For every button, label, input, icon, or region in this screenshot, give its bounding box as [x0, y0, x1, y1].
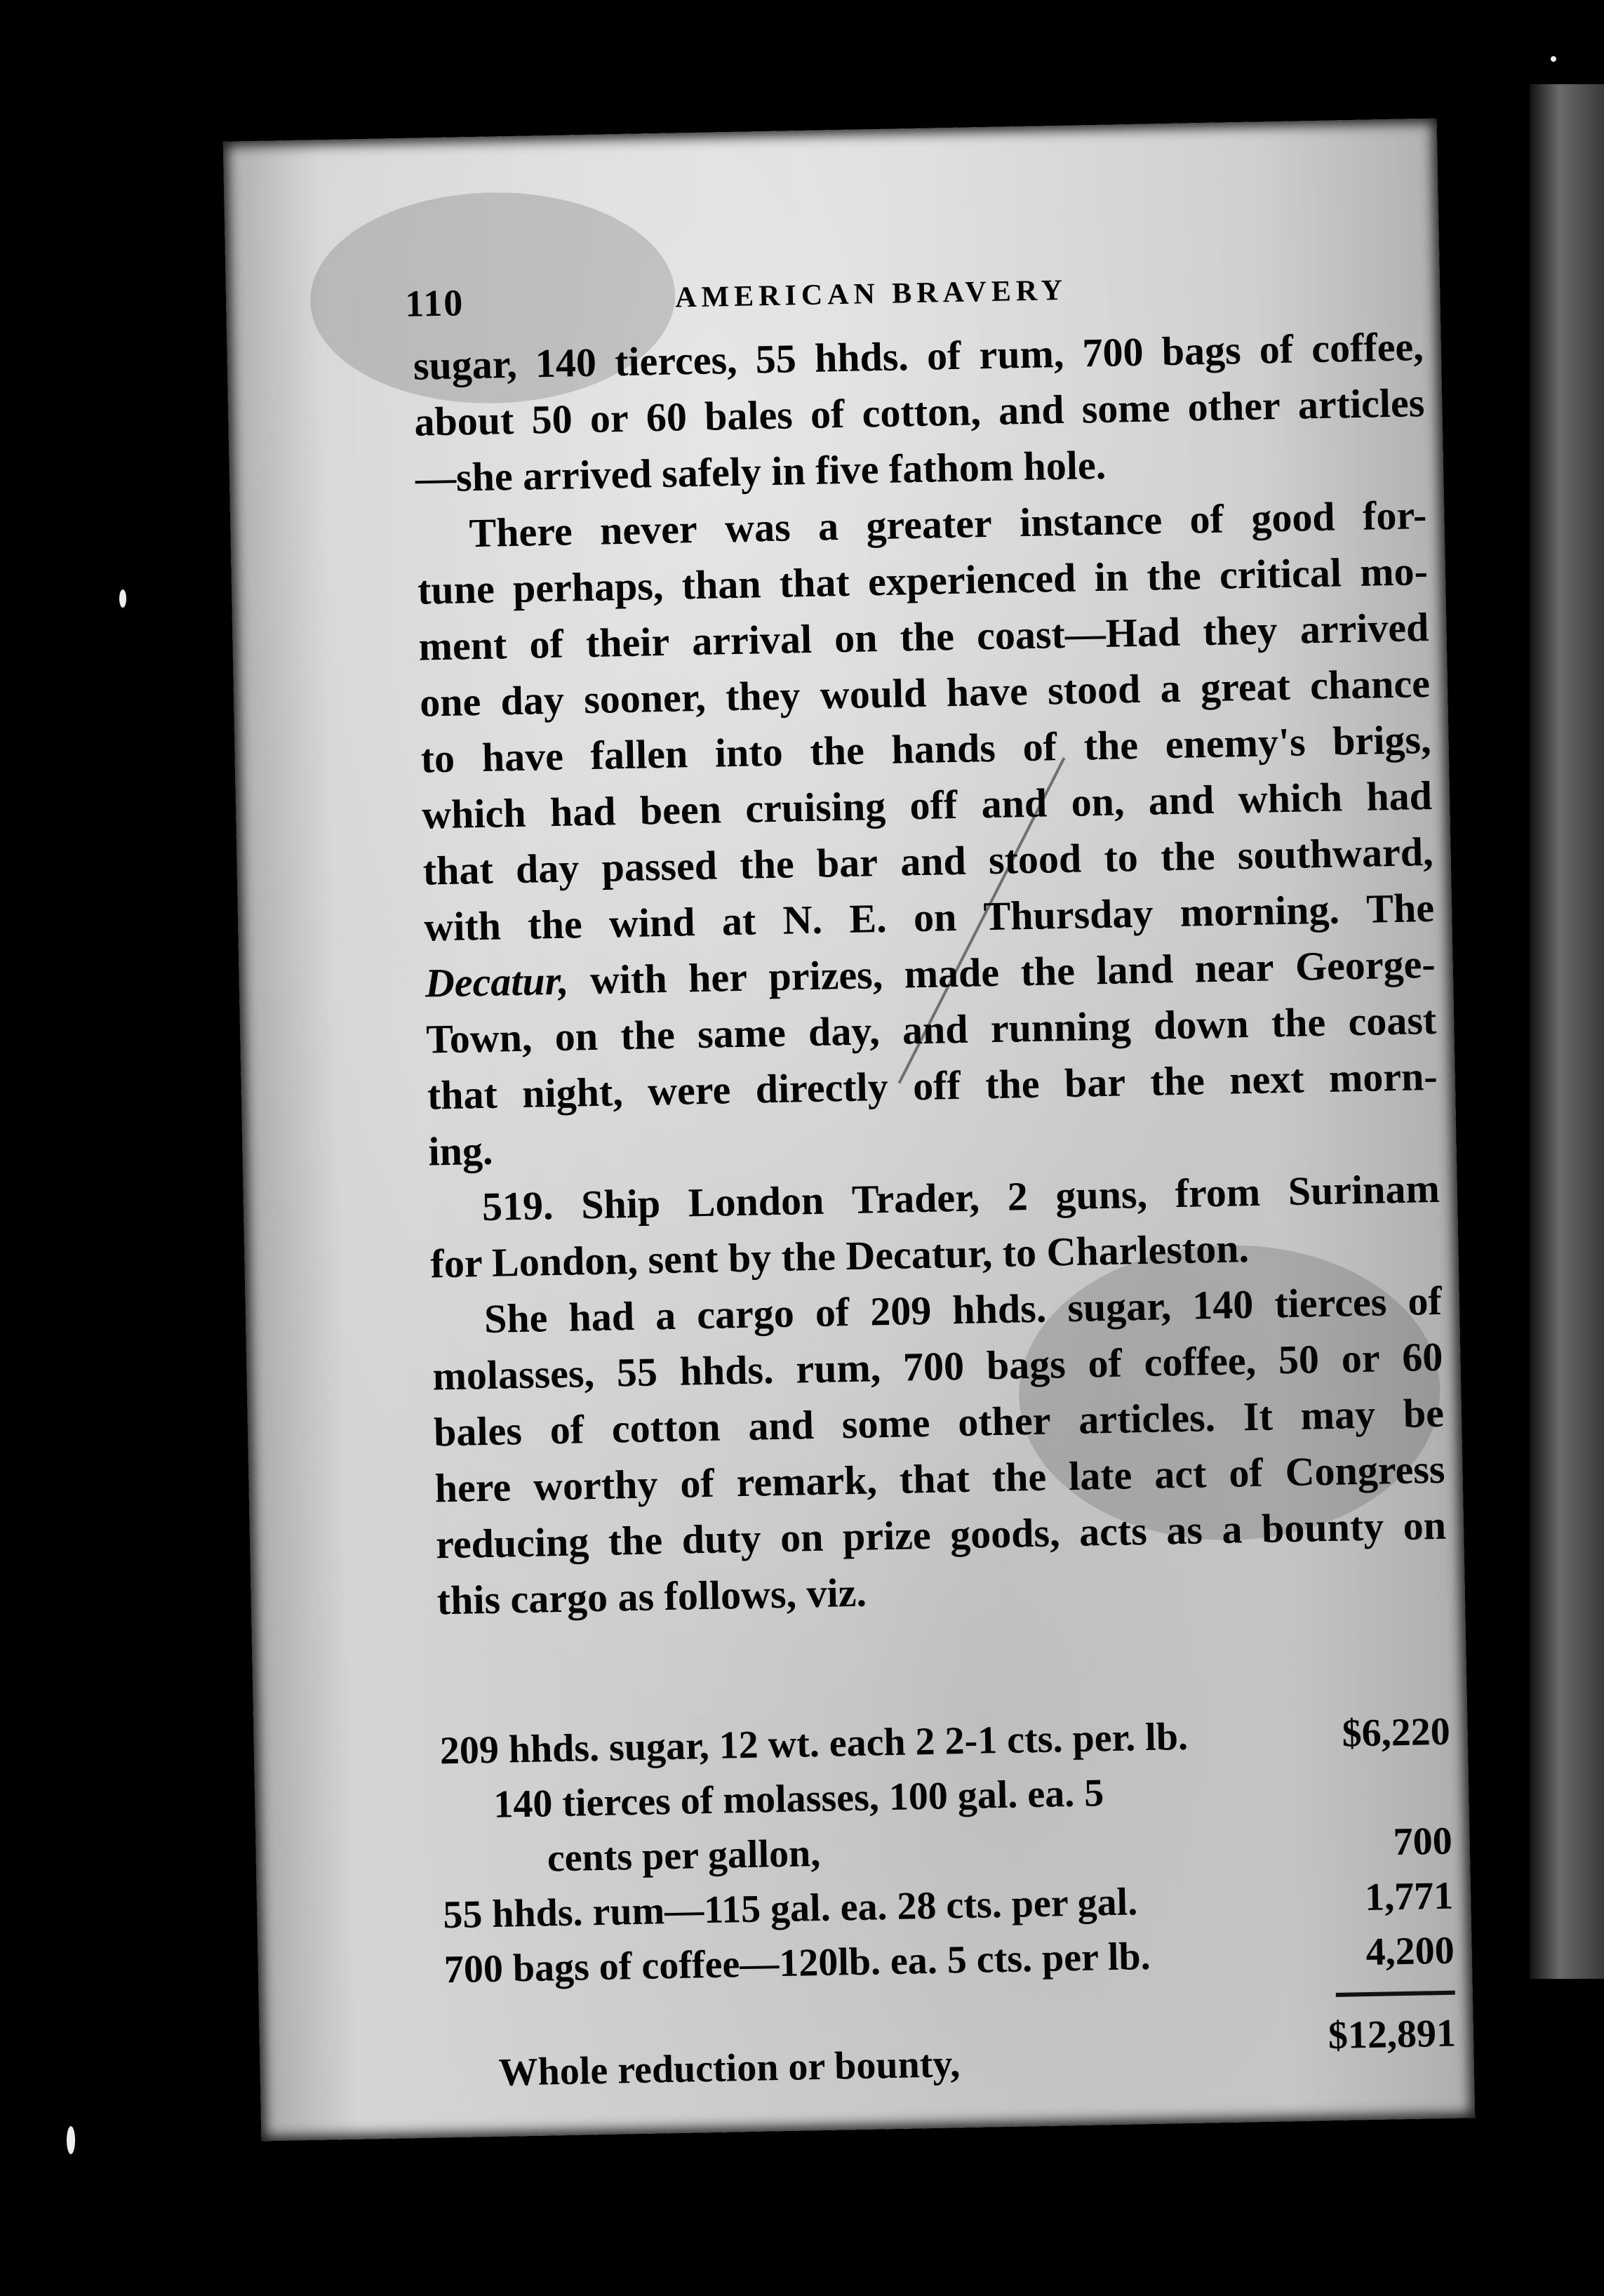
word: with: [423, 902, 502, 950]
word: been: [639, 786, 722, 834]
word: critical: [1219, 549, 1342, 598]
word: 60: [1401, 1333, 1443, 1380]
word: on: [780, 1514, 824, 1561]
word: 519.: [481, 1182, 554, 1230]
word: on,: [1070, 778, 1125, 825]
word: on: [834, 615, 878, 662]
word: never: [599, 506, 698, 554]
word: of: [926, 332, 961, 379]
word: coffee,: [1144, 1337, 1257, 1385]
word: bags: [1161, 327, 1242, 375]
word: guns,: [1055, 1170, 1148, 1219]
bounty-item-text: 700 bags of coffee—120lb. ea. 5 cts. per lb.: [443, 1934, 1151, 1992]
word: that: [779, 559, 850, 606]
word: Decatur,: [425, 957, 570, 1006]
word: morning.: [1179, 886, 1340, 935]
word: Trader,: [851, 1174, 980, 1222]
word: into: [714, 728, 784, 776]
word: duty: [681, 1515, 762, 1563]
word: tierces: [1274, 1279, 1387, 1327]
word: have: [946, 668, 1029, 716]
text-line: —she arrived safely in five fathom hole.: [415, 441, 1107, 501]
word: acts: [1078, 1507, 1148, 1555]
word: other: [1187, 382, 1281, 430]
word: coffee,: [1311, 323, 1424, 372]
word: on: [913, 894, 957, 941]
word: about: [413, 396, 514, 445]
word: next: [1229, 1055, 1305, 1103]
word: George-: [1295, 940, 1436, 989]
text-line: for London, sent by the Decatur, to Charleston.: [429, 1225, 1250, 1287]
word: had: [568, 1293, 635, 1340]
word: than: [681, 561, 762, 608]
word: fallen: [589, 730, 688, 778]
word: 50: [1278, 1336, 1320, 1383]
word: to: [420, 735, 455, 782]
word: hhds.: [814, 333, 909, 381]
word: prizes,: [768, 952, 883, 1000]
word: as: [1165, 1507, 1203, 1554]
word: that: [422, 846, 494, 894]
total-row: [446, 2011, 1457, 2102]
word: bounty: [1261, 1503, 1384, 1551]
word: rum,: [795, 1344, 881, 1392]
word: remark,: [736, 1457, 878, 1506]
word: There: [468, 508, 573, 556]
word: 55: [616, 1349, 658, 1396]
word: running: [990, 1003, 1132, 1052]
word: arrival: [691, 615, 813, 665]
word: She: [483, 1295, 548, 1342]
bounty-amount: 1,771: [1364, 1874, 1454, 1920]
word: act: [1154, 1450, 1207, 1497]
word: stood: [988, 835, 1082, 883]
running-title: AMERICAN BRAVERY: [674, 274, 1068, 314]
book-page: [223, 119, 1475, 2142]
word: and: [980, 780, 1048, 827]
word: great: [1200, 662, 1291, 711]
word: one: [419, 678, 481, 726]
word: bar: [816, 839, 878, 886]
word: with: [589, 955, 668, 1003]
word: that: [899, 1455, 970, 1502]
word: the: [984, 1060, 1041, 1108]
word: molasses,: [432, 1350, 595, 1399]
word: may: [1300, 1391, 1376, 1439]
word: and: [902, 1006, 969, 1053]
word: bales: [433, 1408, 523, 1455]
word: same: [697, 1009, 787, 1057]
word: a: [1159, 665, 1182, 712]
word: off: [912, 1062, 961, 1109]
word: were: [647, 1067, 731, 1114]
word: articles.: [1078, 1394, 1216, 1443]
word: enemy's: [1165, 719, 1306, 768]
word: bales: [704, 392, 794, 439]
word: tierces,: [614, 336, 738, 385]
word: bags: [986, 1341, 1067, 1389]
word: articles: [1297, 380, 1425, 428]
word: coast: [1347, 996, 1437, 1045]
word: near: [1194, 944, 1274, 992]
dust-speck: [119, 589, 126, 608]
bounty-item-text: 55 hhds. rum—115 gal. ea. 28 cts. per gal.: [442, 1880, 1138, 1937]
word: land: [1095, 946, 1174, 994]
adjacent-page-edge: [1530, 84, 1604, 1979]
word: directly: [755, 1063, 889, 1112]
word: the: [1160, 832, 1216, 880]
word: brigs,: [1332, 716, 1432, 764]
word: Town,: [425, 1014, 533, 1062]
word: a: [817, 503, 839, 549]
word: some: [1081, 385, 1170, 432]
word: reducing: [435, 1519, 589, 1568]
word: stood: [1047, 665, 1141, 714]
dust-speck: [67, 2126, 75, 2154]
word: goods,: [949, 1509, 1061, 1558]
word: here: [434, 1464, 512, 1511]
word: the: [1146, 552, 1202, 599]
word: The: [1365, 884, 1435, 932]
word: the: [1149, 1057, 1205, 1104]
word: mo-: [1359, 548, 1429, 595]
word: instance: [1019, 497, 1163, 546]
bounty-amount: $6,220: [1342, 1709, 1451, 1756]
text-line: this cargo as follows, viz.: [436, 1569, 867, 1624]
word: down: [1153, 1001, 1250, 1048]
word: be: [1403, 1389, 1445, 1436]
word: of: [528, 620, 564, 667]
word: of: [1407, 1277, 1443, 1324]
word: coast—Had: [976, 608, 1181, 659]
word: day: [515, 845, 580, 893]
word: worthy: [533, 1461, 658, 1509]
word: of: [679, 1460, 715, 1507]
word: the: [809, 727, 865, 774]
word: other: [957, 1397, 1051, 1446]
word: on: [554, 1013, 599, 1060]
word: which: [421, 789, 527, 838]
word: hhds.: [951, 1285, 1047, 1333]
word: It: [1243, 1393, 1274, 1440]
word: day: [500, 676, 565, 724]
bounty-item-text: 140 tierces of molasses, 100 gal. ea. 5: [493, 1771, 1104, 1827]
body-text: [413, 319, 1448, 1629]
word: they: [1202, 607, 1278, 655]
word: 140: [535, 339, 597, 387]
word: have: [481, 733, 564, 780]
total-label: Whole reduction or bounty,: [498, 2042, 961, 2095]
word: passed: [601, 842, 718, 890]
word: of: [815, 1289, 850, 1335]
word: which: [1238, 774, 1343, 822]
word: ment: [418, 622, 507, 669]
word: made: [904, 949, 1000, 997]
word: 700: [1081, 328, 1144, 376]
bounty-item-text: 209 hhds. sugar, 12 wt. each 2 2-1 cts. per. lb.: [439, 1714, 1189, 1773]
word: rum,: [978, 330, 1064, 378]
word: would: [820, 669, 927, 718]
word: chance: [1309, 660, 1431, 709]
word: prize: [842, 1511, 932, 1560]
word: some: [841, 1399, 931, 1448]
word: to: [1103, 834, 1139, 881]
word: experienced: [867, 554, 1076, 605]
word: sooner,: [583, 674, 707, 723]
word: late: [1068, 1452, 1132, 1500]
word: that: [427, 1071, 498, 1119]
word: tune: [417, 566, 495, 613]
word: E.: [848, 895, 888, 942]
word: and: [998, 386, 1065, 434]
bounty-item-text: cents per gallon,: [547, 1831, 821, 1881]
word: the: [527, 901, 583, 948]
word: arrived: [1299, 604, 1429, 653]
bounty-amount: 4,200: [1365, 1928, 1455, 1975]
word: the: [991, 1453, 1047, 1501]
word: of: [810, 390, 845, 437]
word: and: [747, 1402, 815, 1449]
word: N.: [782, 896, 823, 943]
word: 700: [902, 1342, 965, 1390]
word: Thursday: [983, 890, 1154, 940]
word: Surinam: [1288, 1165, 1441, 1214]
word: London: [688, 1177, 824, 1226]
word: hhds.: [679, 1347, 775, 1394]
word: 140: [1191, 1281, 1254, 1328]
word: of: [1228, 1449, 1264, 1496]
word: bar: [1064, 1059, 1126, 1107]
dust-speck: [1551, 56, 1556, 62]
word: their: [585, 618, 670, 667]
word: 50: [530, 396, 573, 443]
bounty-table: [439, 1704, 1457, 2102]
word: of: [1087, 1340, 1123, 1387]
word: morn-: [1328, 1053, 1438, 1101]
word: for-: [1362, 492, 1427, 539]
word: perhaps,: [512, 562, 664, 612]
word: and: [1148, 776, 1215, 824]
word: in: [1094, 554, 1129, 601]
word: the: [1271, 999, 1326, 1046]
word: 60: [646, 394, 688, 441]
word: they: [725, 672, 801, 720]
text-line: ing.: [427, 1127, 493, 1175]
word: 55: [755, 335, 797, 382]
word: 209: [869, 1287, 932, 1335]
word: off: [909, 781, 958, 829]
word: or: [589, 394, 629, 441]
word: a: [655, 1292, 676, 1339]
sum-rule: [1336, 1991, 1455, 1997]
word: was: [724, 504, 791, 552]
bounty-amount: 700: [1393, 1819, 1453, 1864]
word: the: [1083, 721, 1139, 769]
word: night,: [521, 1069, 624, 1116]
word: a: [1221, 1506, 1243, 1552]
word: and: [900, 837, 967, 885]
word: cargo: [696, 1290, 795, 1338]
word: of: [1189, 495, 1224, 542]
word: the: [1020, 947, 1076, 995]
word: greater: [865, 500, 993, 549]
word: the: [739, 841, 795, 888]
word: day,: [808, 1008, 881, 1055]
word: good: [1250, 493, 1336, 541]
word: the: [899, 613, 955, 660]
word: sugar,: [413, 340, 518, 389]
word: wind: [608, 899, 696, 947]
word: on: [1403, 1502, 1447, 1549]
word: had: [549, 788, 617, 836]
word: 2: [1007, 1173, 1029, 1220]
word: sugar,: [1067, 1283, 1172, 1331]
word: Congress: [1285, 1446, 1445, 1495]
word: the: [620, 1011, 676, 1059]
total-amount: $12,891: [1328, 2011, 1457, 2058]
word: her: [688, 954, 748, 1001]
word: from: [1175, 1168, 1261, 1217]
word: at: [721, 897, 756, 945]
word: of: [1259, 326, 1294, 373]
word: cruising: [744, 782, 886, 832]
word: Ship: [580, 1180, 661, 1228]
word: hands: [890, 724, 996, 773]
word: or: [1341, 1335, 1381, 1382]
word: southward,: [1237, 828, 1434, 879]
word: of: [1022, 723, 1057, 770]
word: had: [1365, 772, 1433, 820]
page-number: 110: [404, 281, 465, 325]
word: cotton,: [861, 388, 982, 436]
word: cotton: [611, 1403, 721, 1452]
word: of: [549, 1406, 584, 1453]
word: the: [608, 1517, 663, 1564]
